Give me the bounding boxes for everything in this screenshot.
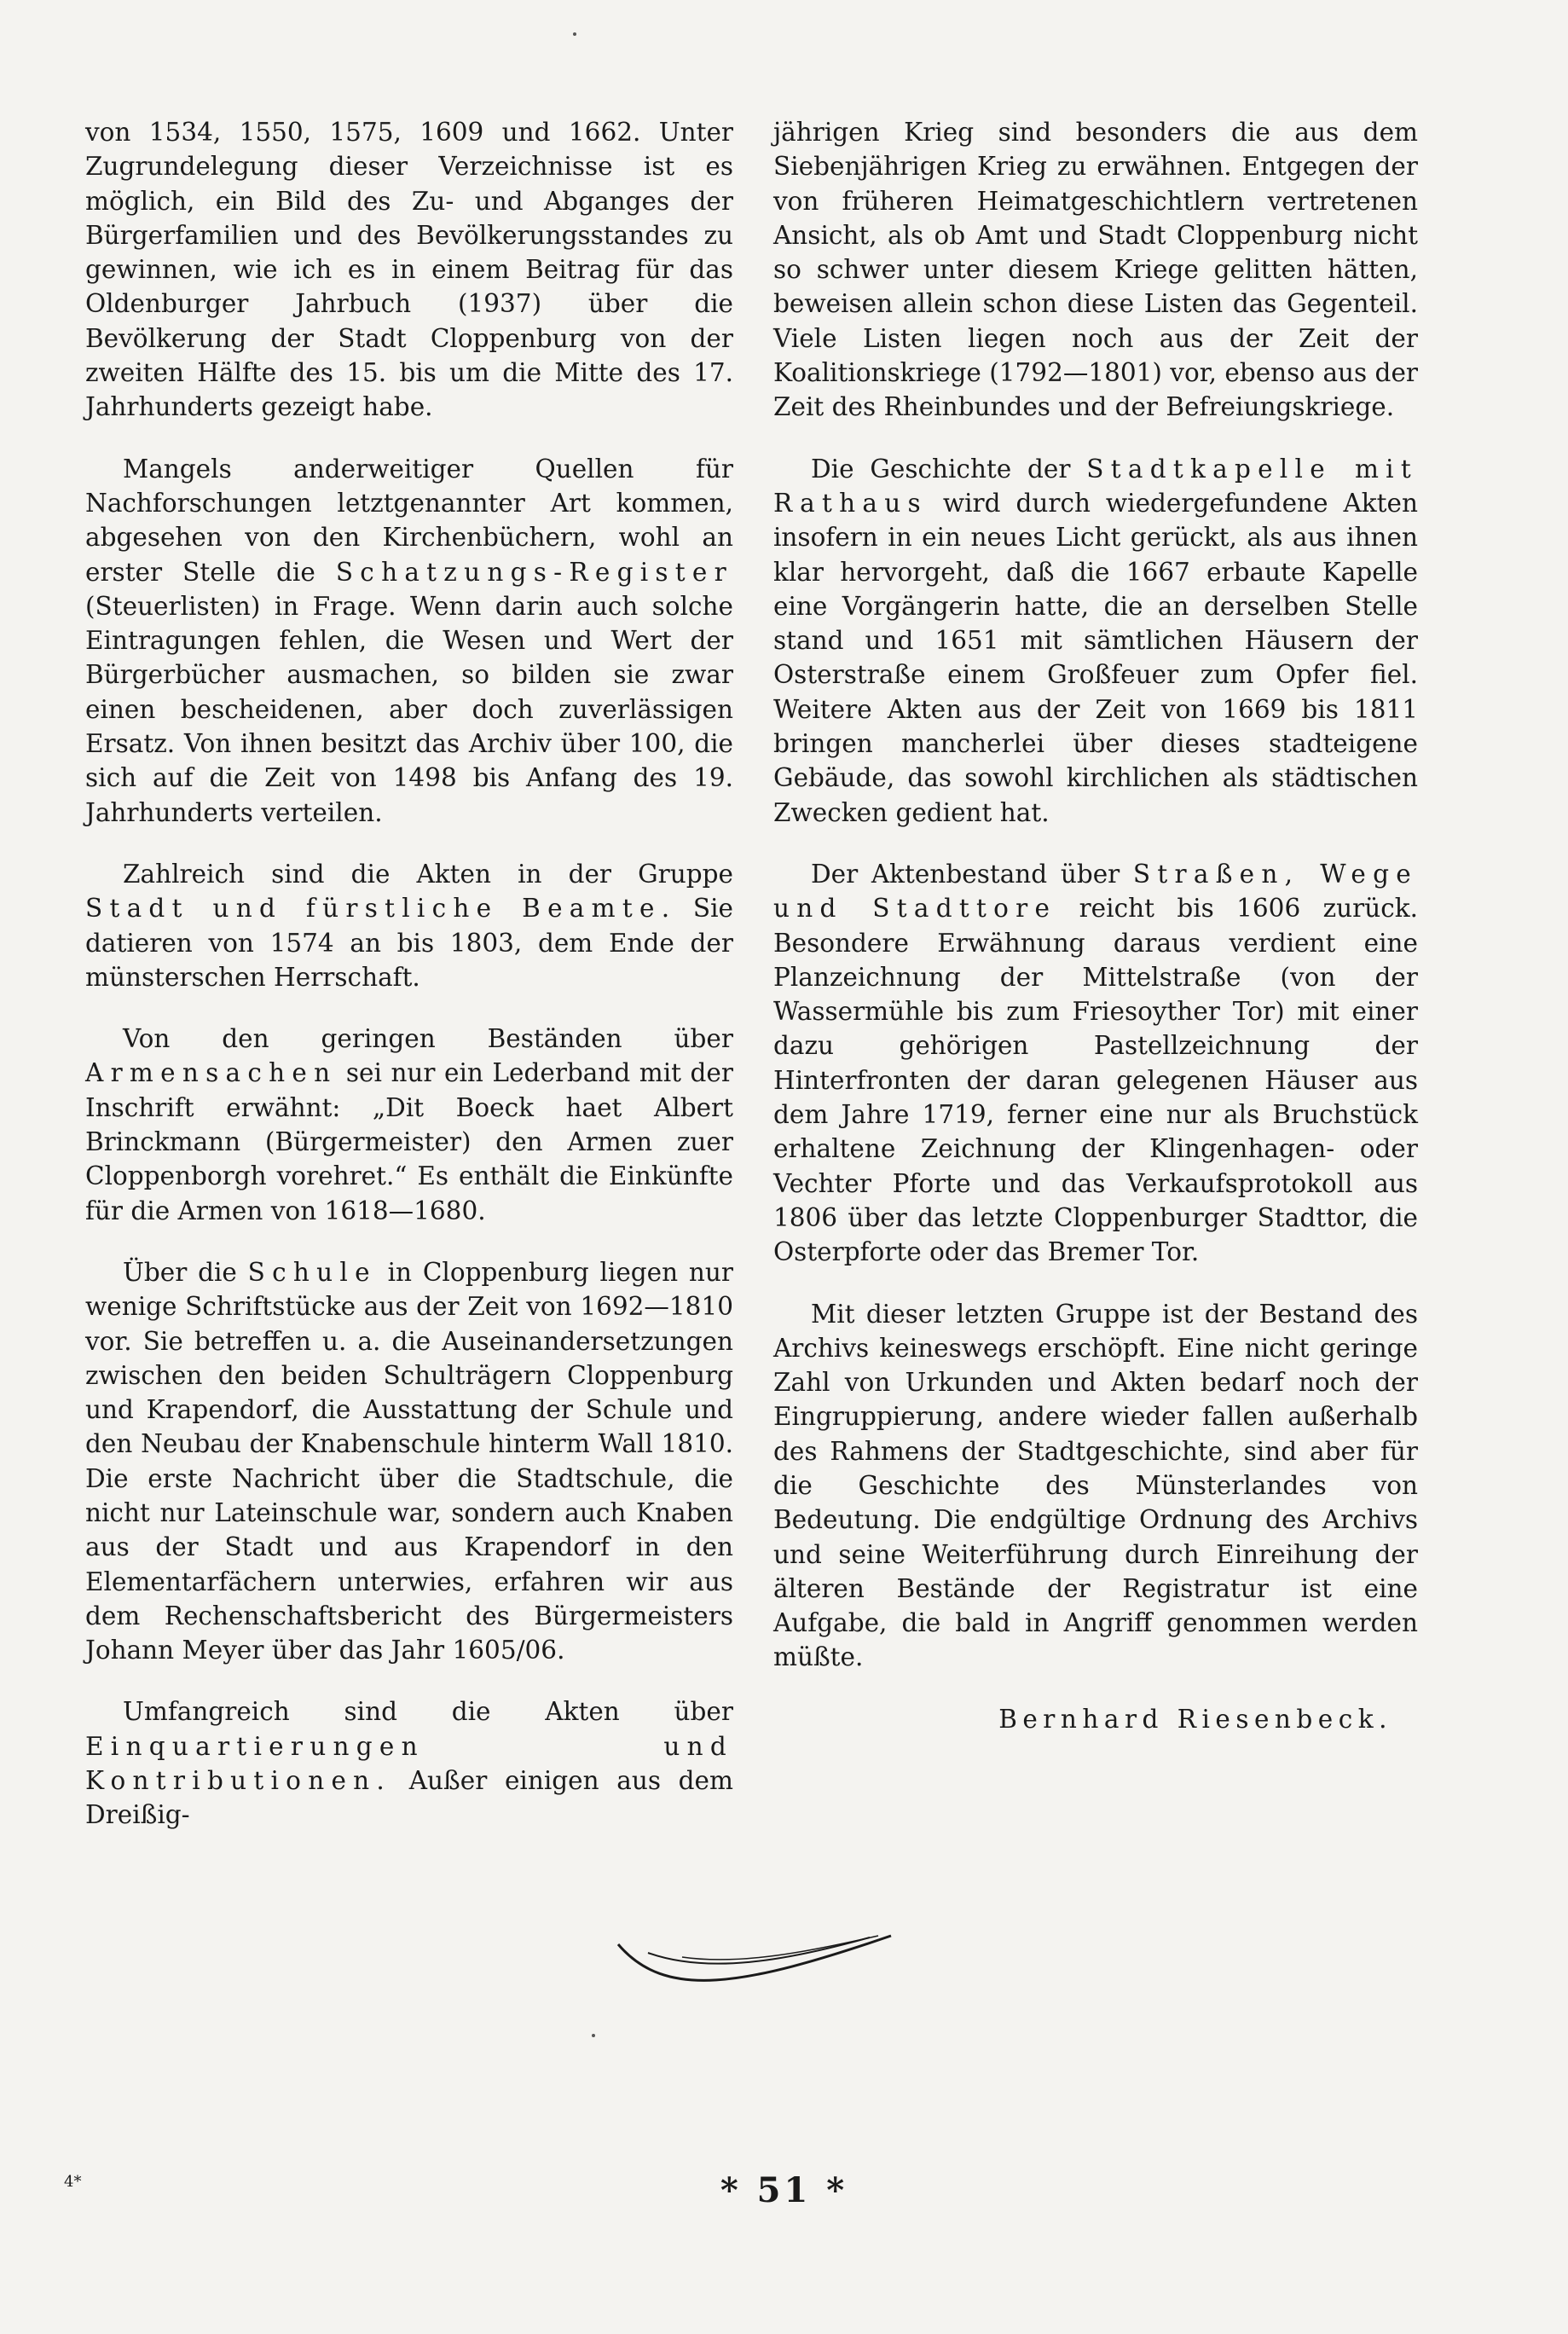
- emphasis: Schatzungs-Register: [335, 557, 733, 587]
- speck: [592, 2034, 595, 2037]
- paragraph: Mangels anderweitiger Quellen für Nachforschungen letztgenannter Art kommen, abgesehen von den Kirchenbüchern, wohl an erster Stelle die Schatzungs-Register (Steuerlisten) in Frage. Wenn darin auch solche Eintragungen fehlen, die Wesen und Wert der Bürgerbücher ausmachen, so bilden sie zwar einen bescheidenen, aber doch zuverlässigen Ersatz. Von ihnen besitzt das Archiv über 100, die sich auf die Zeit von 1498 bis Anfang des 19. Jahrhunderts verteilen.: [85, 454, 733, 827]
- emphasis: Schule: [247, 1257, 377, 1287]
- right-column: [773, 115, 1418, 1736]
- paragraph: Über die Schule in Cloppenburg liegen nur wenige Schriftstücke aus der Zeit von 1692—1810 vor. Sie betreffen u. a. die Auseinandersetzungen zwischen den beiden Schulträgern Cloppenburg und Krapendorf, die Ausstattung der Schule und den Neubau der Knabenschule hinterm Wall 1810. Die erste Nachricht über die Stadtschule, die nicht nur Lateinschule war, sondern auch Knaben aus der Stadt und aus Krapendorf in den Elementarfächern unterwies, erfahren wir aus dem Rechenschaftsbericht des Bürgermeisters Johann Meyer über das Jahr 1605/06.: [85, 1257, 733, 1665]
- emphasis: Straßen, Wege und Stadttore: [773, 859, 1418, 924]
- paragraph: Zahlreich sind die Akten in der Gruppe Stadt und fürstliche Beamte. Sie datieren von 1574 an bis 1803, dem Ende der münsterschen Herrschaft.: [85, 859, 733, 992]
- author-signature: Bernhard Riesenbeck.: [998, 1704, 1392, 1734]
- paragraph: Die Geschichte der Stadtkapelle mit Rathaus wird durch wiedergefundene Akten insofern in ein neues Licht gerückt, als aus ihnen klar hervorgeht, daß die 1667 erbaute Kapelle eine Vorgängerin hatte, die an derselben Stelle stand und 1651 mit sämtlichen Häusern der Osterstraße einem Großfeuer zum Opfer fiel. Weitere Akten aus der Zeit von 1669 bis 1811 bringen mancherlei über dieses stadteigene Gebäude, das sowohl kirchlichen als städtischen Zwecken gedient hat.: [773, 454, 1418, 827]
- paragraph: Der Aktenbestand über Straßen, Wege und Stadttore reicht bis 1606 zurück. Besondere Erwähnung daraus verdient eine Planzeichnung der Mittelstraße (von der Wassermühle bis zum Friesoyther Tor) mit einer dazu gehörigen Pastellzeichnung der Hinterfronten der daran gelegenen Häuser aus dem Jahre 1719, ferner eine nur als Bruchstück erhaltene Zeichnung der Klingenhagen- oder Vechter Pforte und das Verkaufsprotokoll aus 1806 über das letzte Cloppenburger Stadttor, die Osterpforte oder das Bremer Tor.: [773, 859, 1418, 1267]
- paragraph: Mit dieser letzten Gruppe ist der Bestand des Archivs keineswegs erschöpft. Eine nicht geringe Zahl von Urkunden und Akten bedarf noch der Eingruppierung, andere wieder fallen außerhalb des Rahmens der Stadtgeschichte, sind aber für die Geschichte des Münsterlandes von Bedeutung. Die endgültige Ordnung des Archivs und seine Weiterführung durch Einreihung der älteren Bestände der Registratur ist eine Aufgabe, die bald in Angriff genommen werden müßte.: [773, 1299, 1418, 1672]
- left-column: [85, 115, 733, 1860]
- paragraph: Von den geringen Beständen über Armensachen sei nur ein Lederband mit der Inschrift erwähnt: „Dit Boeck haet Albert Brinckmann (Bürgermeister) den Armen zuer Cloppenborgh vorehret.“ Es enthält die Einkünfte für die Armen von 1618—1680.: [85, 1024, 733, 1225]
- speck: [573, 32, 576, 36]
- emphasis: Einquartierungen und Kontributionen.: [85, 1731, 733, 1796]
- paragraph: Umfangreich sind die Akten über Einquartierungen und Kontributionen. Außer einigen aus dem Dreißig-: [85, 1697, 733, 1830]
- folio-mark: 4*: [64, 2173, 82, 2191]
- page-number: * 51 *: [720, 2170, 848, 2210]
- flourish-ornament-icon: [614, 1919, 895, 1995]
- emphasis: Stadtkapelle mit Rathaus: [773, 454, 1418, 518]
- emphasis: Armensachen: [85, 1058, 338, 1088]
- paragraph: jährigen Krieg sind besonders die aus dem Siebenjährigen Krieg zu erwähnen. Entgegen der von früheren Heimatgeschichtlern vertretenen Ansicht, als ob Amt und Stadt Cloppenburg nicht so schwer unter diesem Kriege gelitten hätten, beweisen allein schon diese Listen das Gegenteil. Viele Listen liegen noch aus der Zeit der Koalitionskriege (1792—1801) vor, ebenso aus der Zeit des Rheinbundes und der Befreiungskriege.: [773, 118, 1418, 422]
- paragraph: von 1534, 1550, 1575, 1609 und 1662. Unter Zugrundelegung dieser Verzeichnisse ist es möglich, ein Bild des Zu- und Abganges der Bürgerfamilien und des Bevölkerungsstandes zu gewinnen, wie ich es in einem Beitrag für das Oldenburger Jahrbuch (1937) über die Bevölkerung der Stadt Cloppenburg von der zweiten Hälfte des 15. bis um die Mitte des 17. Jahrhunderts gezeigt habe.: [85, 118, 733, 422]
- emphasis: Stadt und fürstliche Beamte.: [85, 894, 677, 924]
